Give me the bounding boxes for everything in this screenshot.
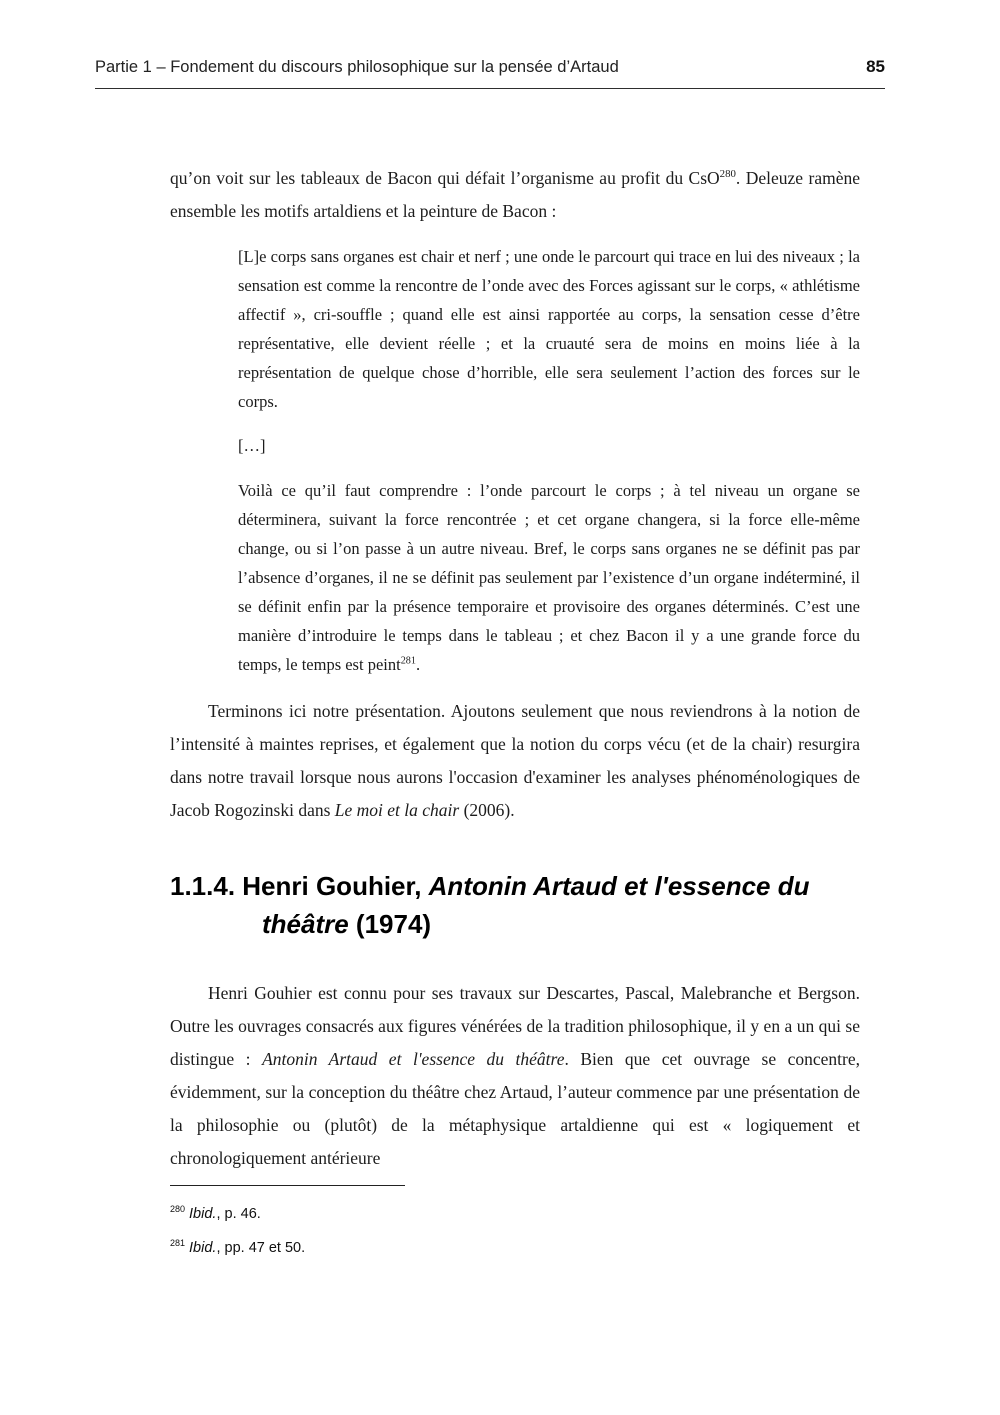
section-heading-1-1-4: 1.1.4. Henri Gouhier, Antonin Artaud et l'essence du théâtre (1974) bbox=[170, 871, 810, 939]
page-number: 85 bbox=[866, 57, 885, 76]
paragraph-terminons: Terminons ici notre présentation. Ajoutons seulement que nous reviendrons à la notion de l’intensité à maintes reprises, et également que la notion du corps vécu (et de la chair) resurgira dans notre travail lorsque nous aurons l'occasion d'examiner les analyses phénoménologiques de Jacob Rogozinski dans Le moi et la chair (2006). bbox=[170, 701, 860, 820]
blockquote-deleuze-1: [L]e corps sans organes est chair et nerf ; une onde le parcourt qui trace en lui des niveaux ; la sensation est comme la rencontre de l’onde avec des Forces agissant sur le corps, « athlétisme affectif », cri-souffle ; quand elle est ainsi rapportée au corps, la sensation cesse d’être représentative, elle devient réelle ; et la cruauté sera de moins en moins liée à la représentation de quelque chose d’horrible, elle sera seulement l’action des forces sur le corps. bbox=[238, 247, 860, 411]
page-content bbox=[170, 162, 860, 1175]
running-header-title: Partie 1 – Fondement du discours philosophique sur la pensée d’Artaud bbox=[95, 58, 619, 76]
blockquote-deleuze-2: Voilà ce qu’il faut comprendre : l’onde parcourt le corps ; à tel niveau un organe se déterminera, suivant la force rencontrée ; et cet organe changera, si la force elle-même change, ou si l’on passe à un autre niveau. Bref, le corps sans organes ne se définit pas par l’absence d’organes, il ne se définit pas seulement par l’existence d’un organe indéterminé, il se définit enfin par la présence temporaire et provisoire des organes déterminés. C’est une manière d’introduire le temps dans le tableau ; et chez Bacon il y a une grande force du temps, le temps est peint$^{281}$. bbox=[238, 481, 860, 674]
footnotes-section bbox=[170, 1185, 860, 1272]
footnote-281: $^{281}$ Ibid., pp. 47 et 50. bbox=[170, 1238, 306, 1256]
paragraph-intro: qu’on voit sur les tableaux de Bacon qui défait l’organisme au profit du CsO$^{280}$. Deleuze ramène ensemble les motifs artaldiens et la peinture de Bacon : bbox=[170, 168, 860, 221]
quote-ellipsis: […] bbox=[238, 436, 266, 455]
footnote-separator bbox=[170, 1185, 405, 1186]
paragraph-gouhier: Henri Gouhier est connu pour ses travaux sur Descartes, Pascal, Malebranche et Bergson. Outre les ouvrages consacrés aux figures vénérées de la tradition philosophique, il y en a un qui se distingue : Antonin Artaud et l'essence du théâtre. Bien que cet ouvrage se concentre, évidemment, sur la conception du théâtre chez Artaud, l’auteur commence par une présentation de la philosophie ou (plutôt) de la métaphysique artaldienne qui est « logiquement et chronologiquement antérieure bbox=[170, 983, 860, 1168]
footnote-280: $^{280}$ Ibid., p. 46. bbox=[170, 1204, 261, 1222]
running-header bbox=[95, 57, 885, 89]
